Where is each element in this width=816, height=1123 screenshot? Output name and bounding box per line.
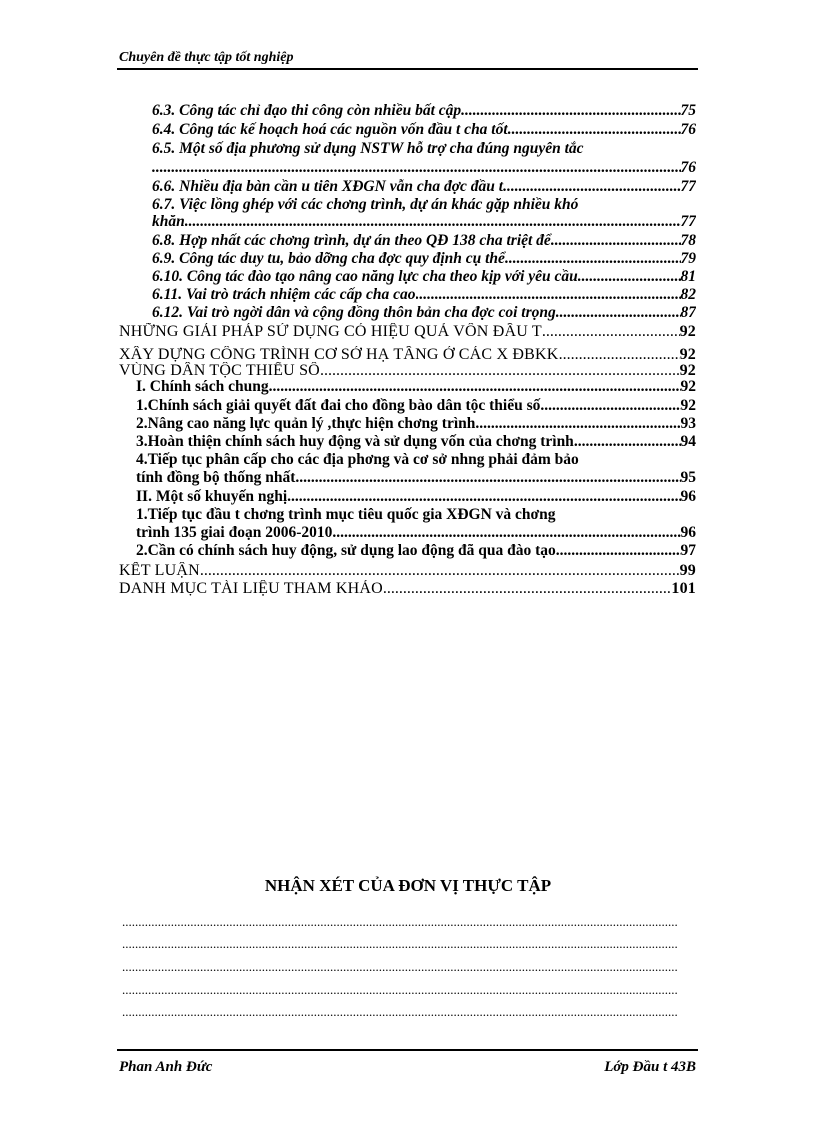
toc-entry-6-7-cont: khăn ..... 77: [152, 213, 696, 231]
toc-entry-khuyen-nghi[interactable]: II. Một số khuyến nghị ..... 96: [136, 488, 696, 506]
toc-entry-3-hoan-thien[interactable]: 3.Hoàn thiện chính sách huy động và sử dụng vốn của chơng trình ..... 94: [136, 433, 696, 451]
toc-entry-4-tiep-tuc[interactable]: 4.Tiếp tục phân cấp cho các địa phơng và cơ sở nhng phải đảm bảo: [136, 451, 579, 468]
review-dot-line: ...........................................................................................................................................................................: [122, 1005, 678, 1019]
toc-entry-vung-dan-toc[interactable]: VÙNG DÂN TỘC THIỂU SỐ ..... 92: [119, 362, 696, 380]
toc-entry-6-8[interactable]: 6.8. Hợp nhất các chơng trình, dự án theo QĐ 138 cha triệt để ..... 78: [152, 232, 696, 250]
toc-entry-6-11[interactable]: 6.11. Vai trò trách nhiệm các cấp cha cao ..... 82: [152, 286, 696, 304]
footer-class: Lớp Đầu t 43B: [604, 1059, 696, 1075]
toc-entry-6-4[interactable]: 6.4. Công tác kế hoạch hoá các nguồn vốn đầu t cha tốt ..... 76: [152, 121, 696, 139]
review-title: NHẬN XÉT CỦA ĐƠN VỊ THỰC TẬP: [264, 876, 552, 895]
toc-entry-xay-dung[interactable]: XÂY DỰNG CÔNG TRÌNH CƠ SỞ HẠ TẦNG Ở CÁC X ĐBKK ..... 92: [119, 346, 696, 364]
toc-entry-1-dat-dai[interactable]: 1.Chính sách giải quyết đất đai cho đồng bào dân tộc thiểu số ..... 92: [136, 397, 696, 415]
review-dot-line: ...........................................................................................................................................................................: [122, 915, 678, 929]
review-dot-line: ...........................................................................................................................................................................: [122, 983, 678, 997]
toc-entry-ket-luan[interactable]: KẾT LUẬN ..... 99: [119, 562, 696, 580]
toc-entry-6-5-page: ..... 76: [152, 159, 696, 177]
toc-entry-1-dau-tu[interactable]: 1.Tiếp tục đầu t chơng trình mục tiêu quốc gia XĐGN và chơng: [136, 506, 556, 523]
toc-entry-6-7[interactable]: 6.7. Việc lồng ghép với các chơng trình, dự án khác gặp nhiều khó: [152, 196, 579, 213]
toc-entry-1-dau-tu-cont: trình 135 giai đoạn 2006-2010 ..... 96: [136, 524, 696, 542]
toc-entry-6-6[interactable]: 6.6. Nhiều địa bàn cần u tiên XĐGN vẫn cha đợc đầu t ..... 77: [152, 178, 696, 196]
toc-entry-6-5[interactable]: 6.5. Một số địa phương sử dụng NSTW hỗ trợ cha đúng nguyên tắc: [152, 140, 584, 157]
header-title: Chuyên đề thực tập tốt nghiệp: [119, 50, 294, 65]
toc-entry-2-lao-dong[interactable]: 2.Cần có chính sách huy động, sử dụng lao động đã qua đào tạo ..... 97: [136, 542, 696, 560]
review-dot-line: ...........................................................................................................................................................................: [122, 937, 678, 951]
toc-entry-6-9[interactable]: 6.9. Công tác duy tu, bảo dỡng cha đợc quy định cụ thể ..... 79: [152, 250, 696, 268]
footer-author: Phan Anh Đức: [119, 1059, 213, 1075]
review-dot-line: ...........................................................................................................................................................................: [122, 960, 678, 974]
toc-entry-4-tiep-tuc-cont: tính đồng bộ thống nhất ..... 95: [136, 469, 696, 487]
page-footer: [117, 1049, 698, 1081]
toc-entry-6-10[interactable]: 6.10. Công tác đào tạo nâng cao năng lực cha theo kịp với yêu cầu ..... 81: [152, 268, 696, 286]
toc-entry-chinh-sach-chung[interactable]: I. Chính sách chung ..... 92: [136, 378, 696, 396]
toc-entry-6-3[interactable]: 6.3. Công tác chỉ đạo thi công còn nhiều bất cập ..... 75: [152, 102, 696, 120]
toc-entry-2-nang-cao[interactable]: 2.Nâng cao năng lực quản lý ,thực hiện chơng trình ..... 93: [136, 415, 696, 433]
toc-entry-6-12[interactable]: 6.12. Vai trò ngời dân và cộng đồng thôn bản cha đợc coi trọng ..... 87: [152, 304, 696, 322]
toc-entry-tai-lieu[interactable]: DANH MỤC TÀI LIỆU THAM KHẢO ..... 101: [119, 580, 696, 598]
toc-entry-giai-phap[interactable]: NHỮNG GIẢI PHÁP SỬ DỤNG CÓ HIỆU QUẢ VỐN ĐẦU T ..... 92: [119, 323, 696, 341]
